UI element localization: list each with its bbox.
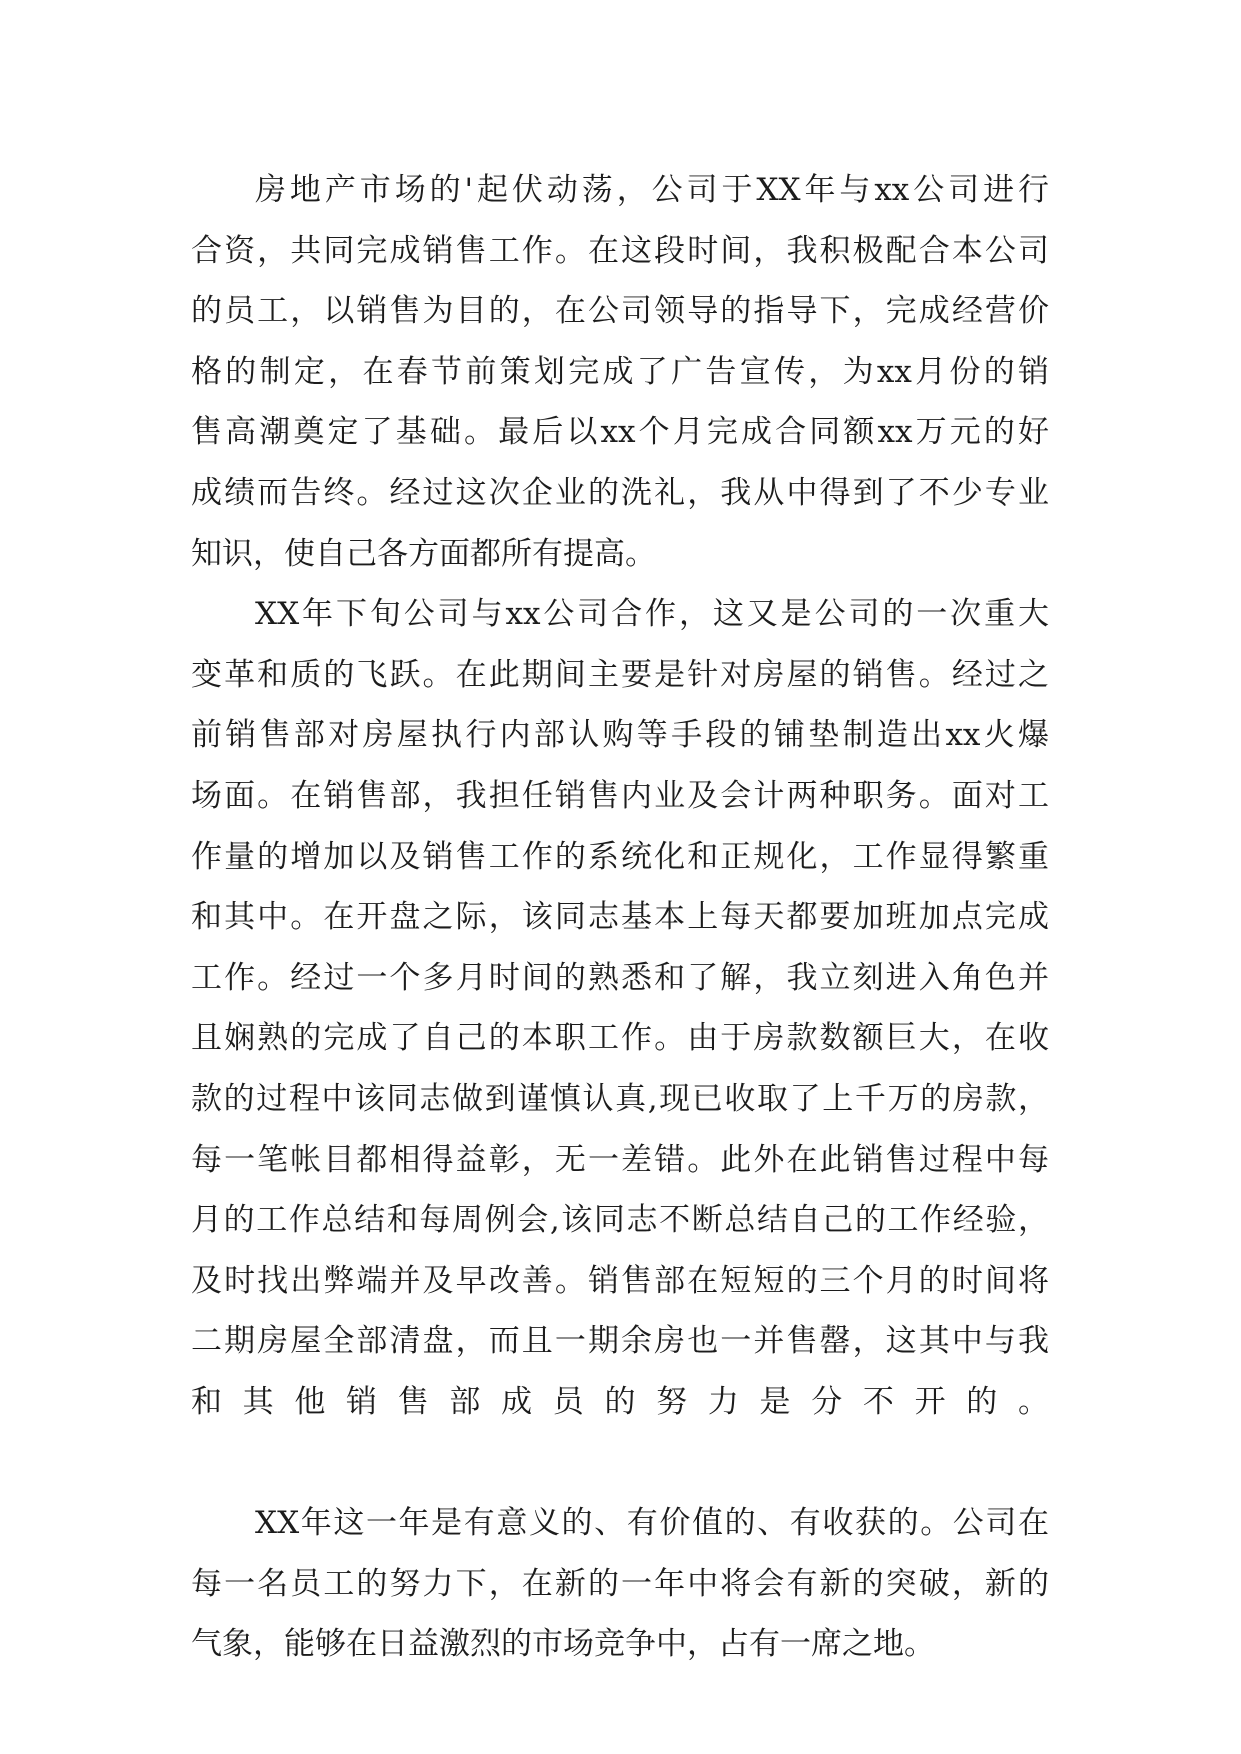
text-line: 每一笔帐目都相得益彰，无一差错。此外在此销售过程中每 <box>191 1141 1049 1178</box>
text-line <box>191 1432 1049 1493</box>
text-line: 知识，使自己各方面都所有提高。 <box>191 535 656 572</box>
text-line: 每一名员工的努力下，在新的一年中将会有新的突破，新的 <box>191 1565 1049 1602</box>
text-line: 且娴熟的完成了自己的本职工作。由于房款数额巨大，在收 <box>191 1020 1049 1057</box>
text-line: 气象，能够在日益激烈的市场竞争中，占有一席之地。 <box>191 1626 935 1663</box>
text-line: 工作。经过一个多月时间的熟悉和了解，我立刻进入角色并 <box>191 959 1049 996</box>
text-line: 格的制定，在春节前策划完成了广告宣传，为xx月份的销 <box>191 353 1049 390</box>
text-line: XX年下旬公司与xx公司合作，这又是公司的一次重大 <box>255 596 1049 633</box>
text-line: 款的过程中该同志做到谨慎认真,现已收取了上千万的房款， <box>191 1080 1049 1117</box>
text-line: 的员工，以销售为目的，在公司领导的指导下，完成经营价 <box>191 293 1049 330</box>
text-line: 房地产市场的'起伏动荡，公司于XX年与xx公司进行 <box>255 172 1049 208</box>
text-line: 售高潮奠定了基础。最后以xx个月完成合同额xx万元的好 <box>191 414 1049 451</box>
text-line: 月的工作总结和每周例会,该同志不断总结自己的工作经验， <box>191 1202 1049 1239</box>
text-line: 作量的增加以及销售工作的系统化和正规化，工作显得繁重 <box>191 838 1049 875</box>
document-body <box>191 160 1049 1675</box>
text-line: 二期房屋全部清盘，而且一期余房也一并售罄，这其中与我 <box>191 1323 1049 1360</box>
paragraph-3 <box>191 1493 1049 1675</box>
text-line: 及时找出弊端并及早改善。销售部在短短的三个月的时间将 <box>191 1262 1049 1299</box>
text-line: 合资，共同完成销售工作。在这段时间，我积极配合本公司 <box>191 232 1049 269</box>
text-line: 成绩而告终。经过这次企业的洗礼，我从中得到了不少专业 <box>191 474 1049 511</box>
text-line: 前销售部对房屋执行内部认购等手段的铺垫制造出xx火爆 <box>191 717 1049 754</box>
text-line: 和其中。在开盘之际，该同志基本上每天都要加班加点完成 <box>191 899 1049 936</box>
text-line: 和其他销售部成员的努力是分不开的。 <box>191 1383 1049 1420</box>
paragraph-1 <box>191 160 1049 584</box>
paragraph-2 <box>191 584 1049 1493</box>
text-line: 变革和质的飞跃。在此期间主要是针对房屋的销售。经过之 <box>191 656 1049 693</box>
text-line: XX年这一年是有意义的、有价值的、有收获的。公司在 <box>255 1505 1049 1542</box>
text-line: 场面。在销售部，我担任销售内业及会计两种职务。面对工 <box>191 777 1049 814</box>
